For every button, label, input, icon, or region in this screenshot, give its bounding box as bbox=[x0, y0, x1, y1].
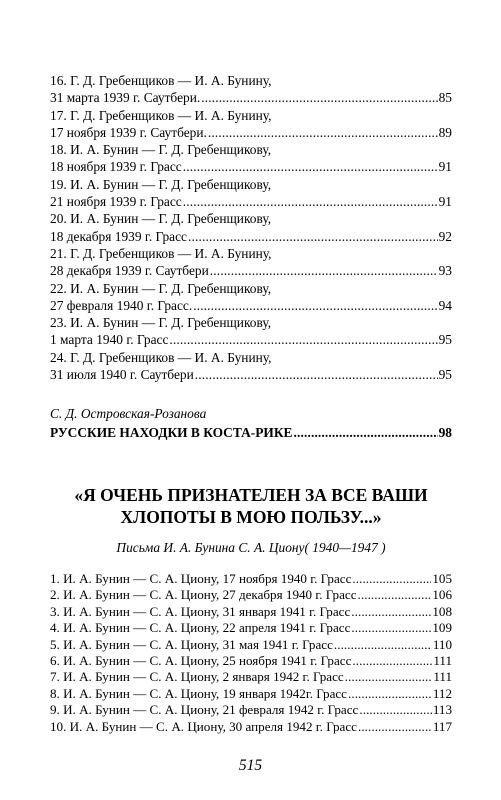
toc-entry bbox=[50, 669, 452, 685]
article-entry bbox=[50, 425, 452, 441]
toc-page-number: 85 bbox=[438, 90, 452, 106]
toc-entry bbox=[50, 653, 452, 669]
leader-dots bbox=[208, 124, 438, 141]
toc-page-number: 117 bbox=[432, 718, 452, 734]
toc-entry-title: 18. И. А. Бунин — Г. Д. Гребенщикову, bbox=[50, 142, 272, 158]
toc-entry bbox=[50, 280, 452, 315]
toc-entry bbox=[50, 72, 452, 107]
toc-section-tsion-letters bbox=[50, 571, 452, 735]
toc-page-number: 94 bbox=[438, 297, 452, 313]
leader-dots bbox=[352, 653, 432, 669]
toc-page-number: 108 bbox=[432, 603, 452, 619]
toc-entry bbox=[50, 210, 452, 245]
toc-entry bbox=[50, 107, 452, 142]
toc-page-number: 91 bbox=[438, 194, 452, 210]
toc-entry-title: 1. И. А. Бунин — С. А. Циону, 17 ноября 1940 г. Грасс bbox=[50, 571, 352, 586]
section-heading bbox=[50, 484, 452, 528]
toc-entry-date: 28 декабря 1939 г. Саутбери bbox=[50, 263, 209, 279]
toc-page-number: 112 bbox=[432, 685, 452, 701]
section-heading-line: «Я ОЧЕНЬ ПРИЗНАТЕЛЕН ЗА ВСЕ ВАШИ bbox=[74, 485, 428, 505]
toc-entry-title: 6. И. А. Бунин — С. А. Циону, 25 ноября 1941 г. Грасс bbox=[50, 653, 352, 669]
leader-dots bbox=[193, 297, 437, 314]
toc-page-number: 89 bbox=[438, 124, 452, 140]
toc-entry bbox=[50, 637, 452, 653]
toc-entry-title: 2. И. А. Бунин — С. А. Циону, 27 декабря 1940 г. Грасс bbox=[50, 587, 357, 603]
leader-dots bbox=[169, 331, 437, 348]
toc-entry bbox=[50, 176, 452, 211]
leader-dots bbox=[183, 193, 438, 210]
section-subtitle: Письма И. А. Бунина С. А. Циону( 1940—1947 ) bbox=[116, 540, 386, 555]
toc-entry-date: 21 ноября 1939 г. Грасс bbox=[50, 194, 182, 210]
toc-page-number: 91 bbox=[438, 159, 452, 175]
leader-dots bbox=[348, 686, 432, 702]
toc-entry-date: 27 февраля 1940 г. Грасс. bbox=[50, 297, 193, 313]
toc-entry-title: 5. И. А. Бунин — С. А. Циону, 31 мая 1941 г. Грасс bbox=[50, 636, 333, 652]
toc-entry bbox=[50, 604, 452, 620]
toc-entry bbox=[50, 245, 452, 280]
toc-entry bbox=[50, 349, 452, 384]
article-title: РУССКИЕ НАХОДКИ В КОСТА-РИКЕ bbox=[50, 425, 293, 440]
toc-entry-title: 23. И. А. Бунин — Г. Д. Гребенщикову, bbox=[50, 315, 272, 331]
toc-entry-title: 19. И. А. Бунин — Г. Д. Гребенщикову, bbox=[50, 176, 272, 192]
leader-dots bbox=[351, 620, 431, 636]
toc-entry bbox=[50, 141, 452, 176]
toc-entry bbox=[50, 314, 452, 349]
toc-entry-date: 31 марта 1939 г. Саутбери. bbox=[50, 90, 201, 106]
toc-entry-date: 1 марта 1940 г. Грасс bbox=[50, 332, 169, 348]
leader-dots bbox=[334, 637, 432, 653]
toc-entry bbox=[50, 571, 452, 587]
toc-entry bbox=[50, 702, 452, 718]
toc-entry bbox=[50, 620, 452, 636]
leader-dots bbox=[201, 89, 437, 106]
leader-dots bbox=[345, 669, 433, 685]
leader-dots bbox=[188, 228, 438, 245]
toc-entry bbox=[50, 719, 452, 735]
leader-dots bbox=[359, 702, 431, 718]
toc-entry-title: 3. И. А. Бунин — С. А. Циону, 31 января 1941 г. Грасс bbox=[50, 603, 351, 619]
leader-dots bbox=[358, 587, 432, 603]
toc-entry bbox=[50, 587, 452, 603]
toc-entry-date: 18 ноября 1939 г. Грасс bbox=[50, 159, 182, 175]
leader-dots bbox=[352, 571, 431, 587]
toc-entry-title: 7. И. А. Бунин — С. А. Циону, 2 января 1942 г. Грасс bbox=[50, 669, 344, 685]
toc-page-number: 93 bbox=[438, 263, 452, 279]
toc-page-number: 111 bbox=[433, 669, 452, 685]
toc-entry-date: 18 декабря 1939 г. Грасс bbox=[50, 228, 187, 244]
toc-entry-title: 24. Г. Д. Гребенщиков — И. А. Бунину, bbox=[50, 349, 272, 365]
toc-entry-title: 8. И. А. Бунин — С. А. Циону, 19 января 1942г. Грасс bbox=[50, 685, 347, 701]
section-heading-line: ХЛОПОТЫ В МОЮ ПОЛЬЗУ...» bbox=[120, 507, 382, 527]
leader-dots bbox=[358, 719, 432, 735]
toc-section-grebenshchikov bbox=[50, 72, 452, 383]
toc-page-number: 92 bbox=[438, 228, 452, 244]
toc-entry-title: 22. И. А. Бунин — Г. Д. Гребенщикову, bbox=[50, 280, 272, 296]
toc-page-number: 95 bbox=[438, 367, 452, 383]
toc-entry-title: 9. И. А. Бунин — С. А. Циону, 21 февраля 1942 г. Грасс bbox=[50, 702, 359, 718]
leader-dots bbox=[183, 158, 438, 175]
toc-entry-date: 31 июля 1940 г. Саутбери bbox=[50, 367, 194, 383]
leader-dots bbox=[351, 604, 431, 620]
toc-entry-title: 21. Г. Д. Гребенщиков — И. А. Бунину, bbox=[50, 245, 272, 261]
toc-entry-title: 16. Г. Д. Гребенщиков — И. А. Бунину, bbox=[50, 73, 272, 88]
page-number: 515 bbox=[238, 757, 263, 774]
toc-entry-date: 17 ноября 1939 г. Саутбери. bbox=[50, 124, 207, 140]
toc-page-number: 109 bbox=[432, 620, 452, 636]
toc-page-number: 113 bbox=[432, 702, 452, 718]
toc-entry-title: 10. И. А. Бунин — С. А. Циону, 30 апреля 1942 г. Грасс bbox=[50, 718, 357, 734]
toc-page-number: 105 bbox=[432, 571, 452, 586]
article-author: С. Д. Островская-Розанова bbox=[50, 406, 207, 421]
toc-entry-title: 20. И. А. Бунин — Г. Д. Гребенщикову, bbox=[50, 211, 272, 227]
toc-entry bbox=[50, 686, 452, 702]
toc-entry-title: 4. И. А. Бунин — С. А. Циону, 22 апреля 1941 г. Грасс bbox=[50, 620, 351, 636]
toc-page-number: 95 bbox=[438, 332, 452, 348]
leader-dots bbox=[293, 425, 437, 441]
toc-page-number: 106 bbox=[432, 587, 452, 603]
toc-page-number: 110 bbox=[432, 636, 452, 652]
leader-dots bbox=[210, 262, 438, 279]
article-page-number: 98 bbox=[438, 425, 452, 440]
toc-page-number: 111 bbox=[433, 653, 452, 669]
toc-entry-title: 17. Г. Д. Гребенщиков — И. А. Бунину, bbox=[50, 107, 272, 123]
leader-dots bbox=[195, 366, 438, 383]
